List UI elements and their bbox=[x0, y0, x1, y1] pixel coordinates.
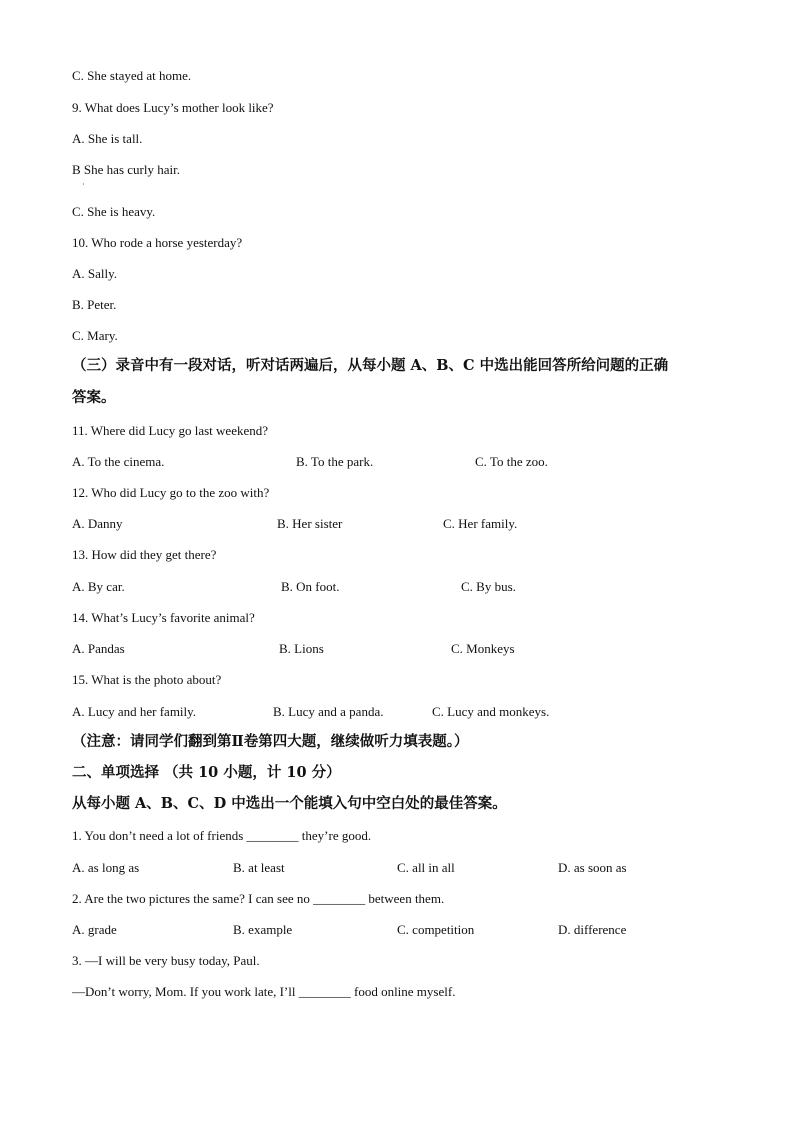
stray-dot: · bbox=[82, 180, 85, 189]
mc1-option-b: B. at least bbox=[233, 860, 285, 875]
mc3-stem-line2: —Don’t worry, Mom. If you work late, I’ll ________ food online myself. bbox=[72, 984, 456, 999]
mc2-option-a: A. grade bbox=[72, 922, 117, 937]
part2-title: 二、单项选择 （共 10 小题，计 10 分） bbox=[72, 764, 341, 781]
q13-stem: 13. How did they get there? bbox=[72, 547, 217, 562]
listening-note: （注意：请同学们翻到第Ⅱ卷第四大题，继续做听力填表题。） bbox=[72, 733, 469, 750]
q15-stem: 15. What is the photo about? bbox=[72, 672, 222, 687]
mc1-option-a: A. as long as bbox=[72, 860, 140, 875]
q9-stem: 9. What does Lucy’s mother look like? bbox=[72, 100, 274, 115]
mc2-option-b: B. example bbox=[233, 922, 293, 937]
q9-option-b: B She has curly hair. bbox=[72, 162, 180, 177]
mc1-option-c: C. all in all bbox=[397, 860, 455, 875]
q15-option-b: B. Lucy and a panda. bbox=[273, 704, 384, 719]
mc1-stem: 1. You don’t need a lot of friends ________ they’re good. bbox=[72, 828, 372, 843]
q14-stem: 14. What’s Lucy’s favorite animal? bbox=[72, 610, 255, 625]
q13-option-b: B. On foot. bbox=[281, 579, 340, 594]
q11-option-b: B. To the park. bbox=[296, 454, 374, 469]
section3-instruction-line1: （三）录音中有一段对话，听对话两遍后，从每小题 A、B、C 中选出能回答所给问题的正确 bbox=[72, 357, 669, 374]
q14-option-a: A. Pandas bbox=[72, 641, 125, 656]
q11-stem: 11. Where did Lucy go last weekend? bbox=[72, 423, 269, 438]
mc2-option-c: C. competition bbox=[397, 922, 475, 937]
q13-option-c: C. By bus. bbox=[461, 579, 516, 594]
mc2-option-d: D. difference bbox=[558, 922, 627, 937]
q9-option-a: A. She is tall. bbox=[72, 131, 143, 146]
q12-option-a: A. Danny bbox=[72, 516, 123, 531]
q8-option-c: C. She stayed at home. bbox=[72, 68, 192, 83]
q14-option-c: C. Monkeys bbox=[451, 641, 515, 656]
part2-instruction: 从每小题 A、B、C、D 中选出一个能填入句中空白处的最佳答案。 bbox=[72, 795, 507, 812]
q11-option-c: C. To the zoo. bbox=[475, 454, 548, 469]
q14-option-b: B. Lions bbox=[279, 641, 324, 656]
q12-stem: 12. Who did Lucy go to the zoo with? bbox=[72, 485, 270, 500]
q11-option-a: A. To the cinema. bbox=[72, 454, 165, 469]
q9-option-c: C. She is heavy. bbox=[72, 204, 156, 219]
q12-option-c: C. Her family. bbox=[443, 516, 518, 531]
q10-option-b: B. Peter. bbox=[72, 297, 117, 312]
q15-option-c: C. Lucy and monkeys. bbox=[432, 704, 550, 719]
q15-option-a: A. Lucy and her family. bbox=[72, 704, 197, 719]
mc2-stem: 2. Are the two pictures the same? I can see no ________ between them. bbox=[72, 891, 445, 906]
mc1-option-d: D. as soon as bbox=[558, 860, 627, 875]
q13-option-a: A. By car. bbox=[72, 579, 125, 594]
q10-option-c: C. Mary. bbox=[72, 328, 118, 343]
mc3-stem-line1: 3. —I will be very busy today, Paul. bbox=[72, 953, 260, 968]
section3-instruction-line2: 答案。 bbox=[72, 389, 116, 406]
q10-stem: 10. Who rode a horse yesterday? bbox=[72, 235, 243, 250]
q10-option-a: A. Sally. bbox=[72, 266, 118, 281]
q12-option-b: B. Her sister bbox=[277, 516, 343, 531]
